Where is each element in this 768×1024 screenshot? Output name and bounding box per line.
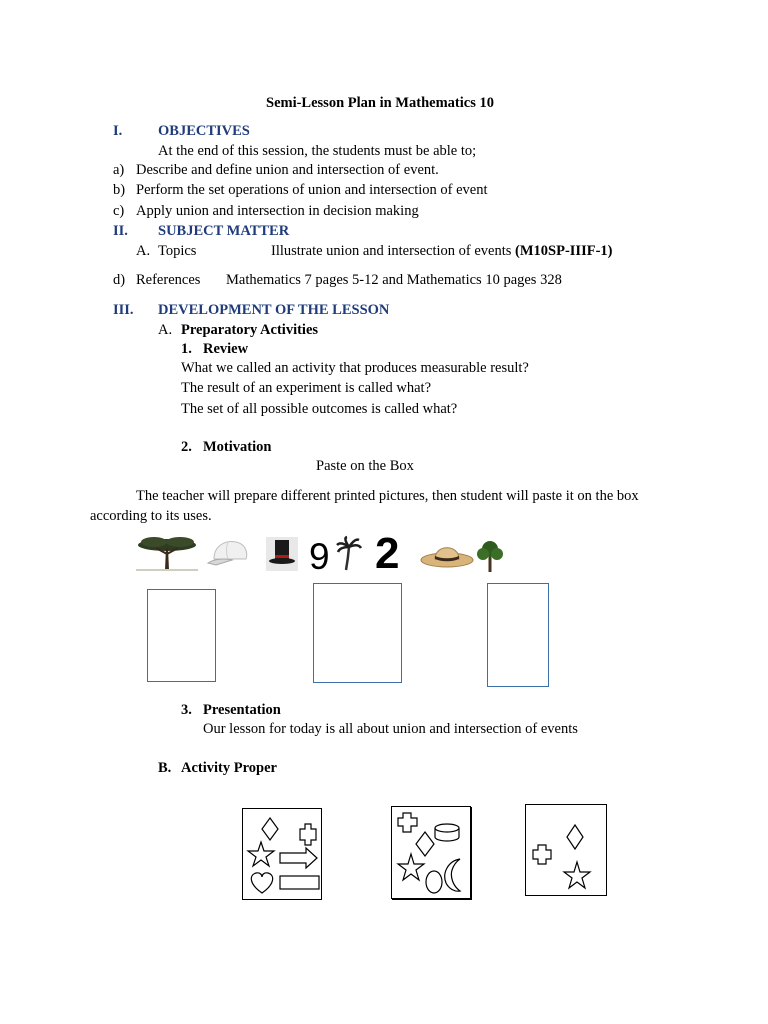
- references-marker: d): [113, 272, 126, 288]
- number-nine: 9: [309, 536, 330, 577]
- presentation-heading: Presentation: [203, 702, 281, 718]
- motivation-paragraph-line1: The teacher will prepare different printed pictures, then student will paste it on the box: [136, 488, 639, 504]
- motivation-heading: Motivation: [203, 439, 272, 455]
- objective-item: Describe and define union and intersection of event.: [136, 162, 439, 178]
- preparatory-heading: Preparatory Activities: [181, 322, 319, 338]
- top-hat-icon: [266, 537, 298, 571]
- star-icon: [564, 862, 590, 888]
- objective-marker: a): [113, 162, 125, 178]
- arrow-icon: [280, 848, 317, 868]
- oval-icon: [426, 871, 442, 893]
- number-two: 2: [375, 529, 400, 578]
- shape-box-3: [525, 804, 607, 896]
- diamond-icon: [416, 832, 434, 856]
- topics-marker: A.: [136, 243, 151, 259]
- paste-box-1: [147, 589, 216, 682]
- star-icon: [248, 842, 274, 866]
- activity-proper-heading: Activity Proper: [181, 760, 277, 776]
- cross-icon: [398, 813, 417, 832]
- objectives-heading: OBJECTIVES: [158, 123, 250, 139]
- shape-box-1: [242, 808, 322, 900]
- diamond-icon: [567, 825, 583, 849]
- references-label: References: [136, 272, 201, 288]
- objectives-intro: At the end of this session, the students must be able to;: [158, 143, 477, 159]
- cylinder-icon: [435, 824, 459, 841]
- presentation-text: Our lesson for today is all about union and intersection of events: [203, 721, 578, 737]
- review-marker: 1.: [181, 341, 192, 357]
- development-numeral: III.: [113, 302, 134, 318]
- small-tree-icon: [476, 539, 504, 573]
- star-icon: [398, 854, 424, 880]
- cap-icon: [206, 537, 252, 569]
- objectives-numeral: I.: [113, 123, 123, 139]
- paste-box-2: [313, 583, 402, 683]
- rectangle-icon: [280, 876, 319, 889]
- activity-title: Paste on the Box: [316, 458, 414, 474]
- straw-hat-icon: [420, 538, 474, 572]
- topics-text: [271, 244, 612, 259]
- preparatory-marker: A.: [158, 322, 173, 338]
- presentation-marker: 3.: [181, 702, 192, 718]
- topics-description: Illustrate union and intersection of events: [271, 243, 512, 259]
- topics-label: Topics: [158, 243, 197, 259]
- references-text: Mathematics 7 pages 5-12 and Mathematics 10 pages 328: [226, 272, 562, 288]
- motivation-marker: 2.: [181, 439, 192, 455]
- page-title: Semi-Lesson Plan in Mathematics 10: [266, 95, 494, 111]
- cross-icon: [300, 824, 316, 845]
- review-question: The set of all possible outcomes is called what?: [181, 401, 458, 417]
- motivation-paragraph-line2: according to its uses.: [90, 508, 212, 524]
- paste-box-3: [487, 583, 549, 687]
- objective-item: Perform the set operations of union and intersection of event: [136, 182, 488, 198]
- topics-code: (M10SP-IIIF-1): [515, 243, 613, 259]
- subject-matter-numeral: II.: [113, 223, 128, 239]
- palm-tree-icon: [336, 537, 362, 571]
- review-heading: Review: [203, 341, 249, 357]
- diamond-icon: [262, 818, 278, 840]
- crescent-icon: [445, 859, 460, 891]
- review-question: What we called an activity that produces measurable result?: [181, 360, 529, 376]
- tree-icon: [136, 534, 198, 572]
- objective-marker: c): [113, 203, 125, 219]
- shape-box-2: [391, 806, 471, 899]
- review-question: The result of an experiment is called what?: [181, 380, 432, 396]
- heart-icon: [251, 873, 272, 893]
- objective-marker: b): [113, 182, 126, 198]
- development-heading: DEVELOPMENT OF THE LESSON: [158, 302, 390, 318]
- subject-matter-heading: SUBJECT MATTER: [158, 223, 290, 239]
- objective-item: Apply union and intersection in decision making: [136, 203, 419, 219]
- activity-proper-marker: B.: [158, 760, 172, 776]
- cross-icon: [533, 845, 551, 864]
